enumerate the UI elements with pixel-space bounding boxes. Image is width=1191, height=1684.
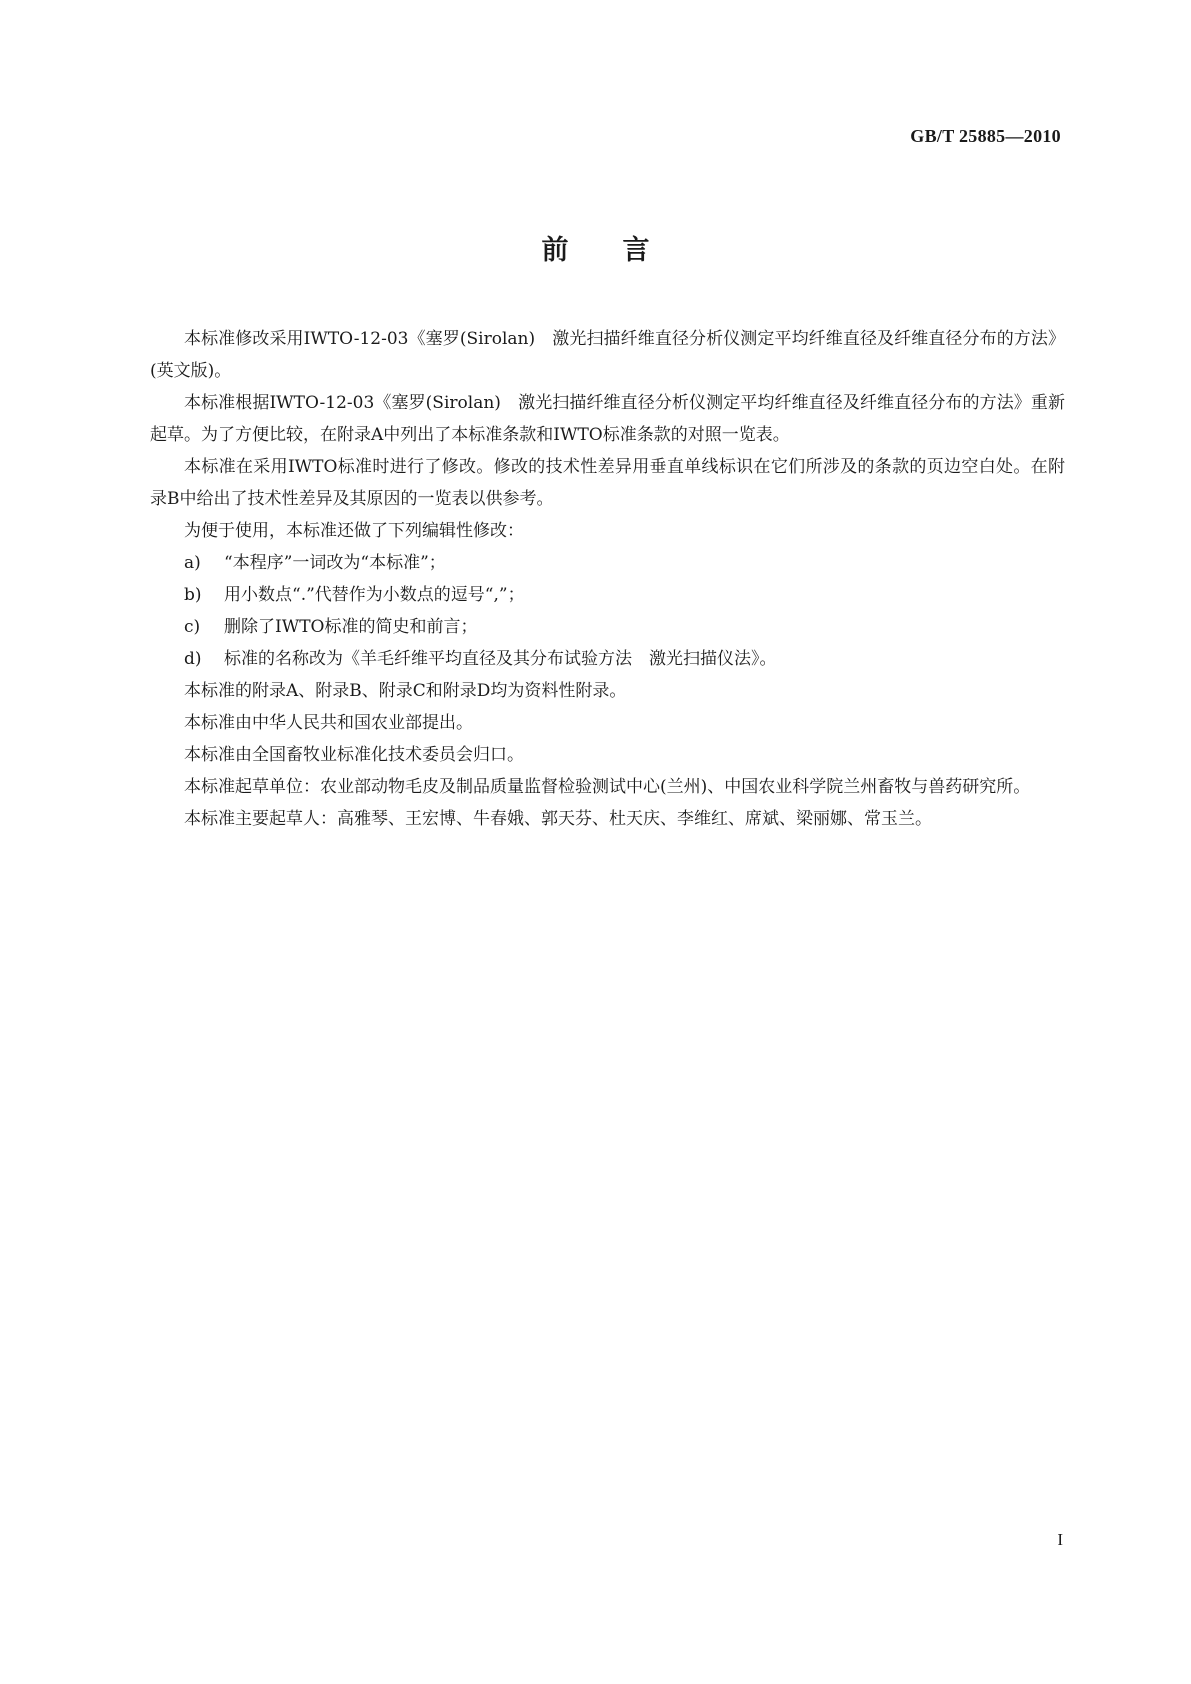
page-title: 前 言 (541, 235, 650, 266)
foreword-body (150, 323, 1065, 835)
page-number: I (1057, 1530, 1063, 1549)
paragraph: 本标准主要起草人：高雅琴、王宏博、牛春娥、郭天芬、杜天庆、李维红、席斌、梁丽娜、常玉兰。 (184, 809, 932, 829)
list-item-label: c) (184, 617, 201, 637)
list-item (150, 579, 1065, 611)
list-item (150, 547, 1065, 579)
list-item-label: b) (184, 585, 202, 605)
list-item-label: d) (184, 649, 202, 669)
paragraph: 本标准根据IWTO-12-03《塞罗(Sirolan) 激光扫描纤维直径分析仪测定平均纤维直径及纤维直径分布的方法》重新起草。为了方便比较，在附录A中列出了本标准条款和IWTO标准条款的对照一览表。 (150, 393, 1065, 445)
paragraph: 为便于使用，本标准还做了下列编辑性修改： (184, 521, 524, 541)
standard-code: GB/T 25885—2010 (910, 126, 1061, 146)
list-item-label: a) (184, 553, 201, 573)
list-item-text: 标准的名称改为《羊毛纤维平均直径及其分布试验方法 激光扫描仪法》。 (224, 649, 777, 669)
list-item-text: “本程序”一词改为“本标准”； (224, 553, 446, 573)
paragraph: 本标准由中华人民共和国农业部提出。 (184, 713, 473, 733)
paragraph: 本标准修改采用IWTO-12-03《塞罗(Sirolan) 激光扫描纤维直径分析仪测定平均纤维直径及纤维直径分布的方法》(英文版)。 (150, 329, 1065, 381)
paragraph: 本标准由全国畜牧业标准化技术委员会归口。 (184, 745, 524, 765)
list-item (150, 643, 1065, 675)
list-item-text: 用小数点“.”代替作为小数点的逗号“,”； (224, 585, 525, 605)
paragraph: 本标准在采用IWTO标准时进行了修改。修改的技术性差异用垂直单线标识在它们所涉及的条款的页边空白处。在附录B中给出了技术性差异及其原因的一览表以供参考。 (150, 457, 1065, 509)
list-item (150, 611, 1065, 643)
paragraph: 本标准起草单位：农业部动物毛皮及制品质量监督检验测试中心(兰州)、中国农业科学院兰州畜牧与兽药研究所。 (184, 777, 1031, 797)
list-item-text: 删除了IWTO标准的简史和前言； (224, 617, 478, 637)
paragraph: 本标准的附录A、附录B、附录C和附录D均为资料性附录。 (184, 681, 627, 701)
